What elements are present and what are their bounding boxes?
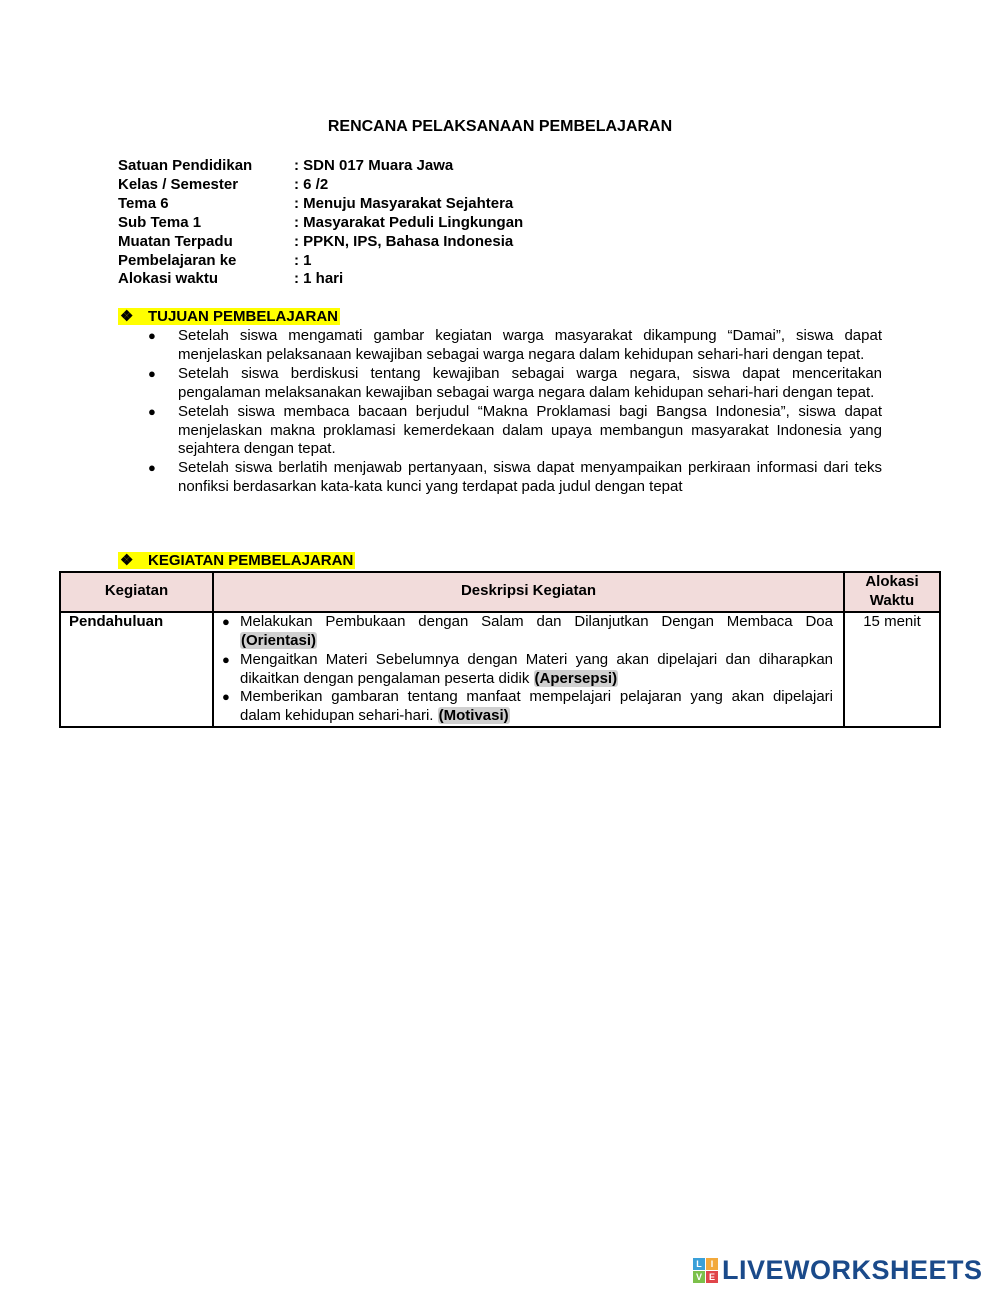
logo-tile-v: V: [693, 1271, 705, 1283]
logo-tile-i: I: [706, 1258, 718, 1270]
meta-label: Sub Tema 1: [118, 213, 202, 231]
bullet-icon: ●: [222, 613, 230, 629]
tujuan-item-text: Setelah siswa berlatih menjawab pertanyaan, siswa dapat menyampaikan perkiraan informasi dari teks nonfiksi berdasarkan kata-kata kunci yang terdapat pada judul dengan tepat: [178, 459, 882, 496]
meta-row-pembelajaran: [118, 252, 523, 271]
meta-label: Kelas / Semester: [118, 175, 239, 193]
activity-tag: (Apersepsi): [534, 669, 618, 687]
tujuan-item-text: Setelah siswa berdiskusi tentang kewajiban sebagai warga negara, siswa dapat menceritakan pengalaman melaksanakan kewajiban sebagai warga negara dalam kehidupan sehari-hari dengan tepat.: [178, 364, 882, 401]
activity-list: [214, 613, 843, 726]
list-item: [222, 688, 833, 726]
meta-value: : PPKN, IPS, Bahasa Indonesia: [294, 232, 514, 250]
table-row: [60, 612, 940, 727]
meta-label: Alokasi waktu: [118, 270, 219, 288]
activity-text: Melakukan Pembukaan dengan Salam dan Dilanjutkan Dengan Membaca Doa: [240, 612, 833, 630]
list-item: [222, 613, 833, 651]
list-item: [148, 365, 882, 403]
activity-tag: (Motivasi): [438, 707, 509, 725]
list-item: [148, 403, 882, 460]
meta-value: : Masyarakat Peduli Lingkungan: [294, 213, 524, 231]
bullet-icon: ●: [148, 328, 156, 343]
kegiatan-heading-highlight: [118, 552, 355, 569]
tujuan-list: [148, 327, 882, 497]
activity-text: Mengaitkan Materi Sebelumnya dengan Materi yang akan dipelajari dan diharapkan dikaitkan dengan pengalaman peserta didik: [240, 650, 833, 687]
meta-label: Satuan Pendidikan: [118, 157, 253, 174]
bullet-icon: ●: [148, 403, 156, 419]
meta-value: : Menuju Masyarakat Sejahtera: [294, 194, 514, 212]
meta-label: Muatan Terpadu: [118, 232, 233, 250]
meta-label: Tema 6: [118, 194, 169, 212]
header-deskripsi: Deskripsi Kegiatan: [213, 572, 844, 612]
logo-text: LIVEWORKSHEETS: [722, 1254, 983, 1285]
meta-row-subtema: [118, 214, 523, 233]
liveworksheets-logo-icon: [693, 1258, 718, 1283]
kegiatan-heading-text: KEGIATAN PEMBELAJARAN: [148, 552, 354, 569]
tujuan-item-text: Setelah siswa mengamati gambar kegiatan warga masyarakat dikampung “Damai”, siswa dapat menjelaskan pelaksanaan kewajiban sebagai warga negara dalam kehidupan sehari-hari dengan tepat.: [178, 327, 882, 363]
list-item: [222, 651, 833, 689]
meta-value: : 1 hari: [294, 270, 344, 288]
logo-tile-l: L: [693, 1258, 705, 1270]
bullet-icon: ●: [148, 365, 156, 381]
meta-row-muatan: [118, 233, 523, 252]
kegiatan-heading: [118, 552, 355, 570]
bullet-icon: ●: [222, 689, 230, 705]
bullet-icon: ●: [222, 651, 230, 667]
tujuan-heading-text: TUJUAN PEMBELAJARAN: [148, 308, 339, 325]
tujuan-item-text: Setelah siswa membaca bacaan berjudul “Makna Proklamasi bagi Bangsa Indonesia”, siswa dapat menjelaskan makna proklamasi kemerdekaan dalam upaya membangun masyarakat Indonesia yang sejahtera dengan tepat.: [178, 402, 882, 458]
meta-row-kelas: [118, 176, 523, 195]
meta-row-alokasi: [118, 270, 523, 289]
list-item: [148, 327, 882, 365]
identity-block: [118, 157, 523, 289]
meta-label: Pembelajaran ke: [118, 251, 237, 269]
kegiatan-table: [59, 571, 941, 728]
bullet-icon: ●: [148, 460, 156, 476]
list-item: [148, 459, 882, 497]
activity-text: Memberikan gambaran tentang manfaat mempelajari pelajaran yang akan dipelajari dalam kehidupan sehari-hari.: [240, 688, 833, 725]
header-alokasi: Alokasi Waktu: [844, 572, 940, 612]
header-kegiatan: Kegiatan: [60, 572, 213, 612]
cell-alokasi: 15 menit: [844, 612, 940, 727]
meta-value: : 6 /2: [294, 175, 329, 193]
tujuan-heading: [118, 308, 340, 326]
cell-kegiatan: Pendahuluan: [60, 612, 213, 727]
document-title: RENCANA PELAKSANAAN PEMBELAJARAN: [327, 118, 673, 135]
meta-row-satuan: [118, 157, 523, 176]
meta-value: : SDN 017 Muara Jawa: [294, 157, 454, 174]
meta-row-tema: [118, 195, 523, 214]
diamond-bullet-icon: ❖: [120, 552, 134, 569]
activity-tag: (Orientasi): [241, 631, 317, 649]
logo-tile-e: E: [706, 1271, 718, 1283]
diamond-bullet-icon: ❖: [120, 308, 134, 325]
liveworksheets-logo[interactable]: [693, 1256, 983, 1284]
meta-value: : 1: [294, 251, 312, 269]
tujuan-heading-highlight: [118, 308, 340, 325]
cell-deskripsi: [213, 612, 844, 727]
table-header-row: [60, 572, 940, 612]
